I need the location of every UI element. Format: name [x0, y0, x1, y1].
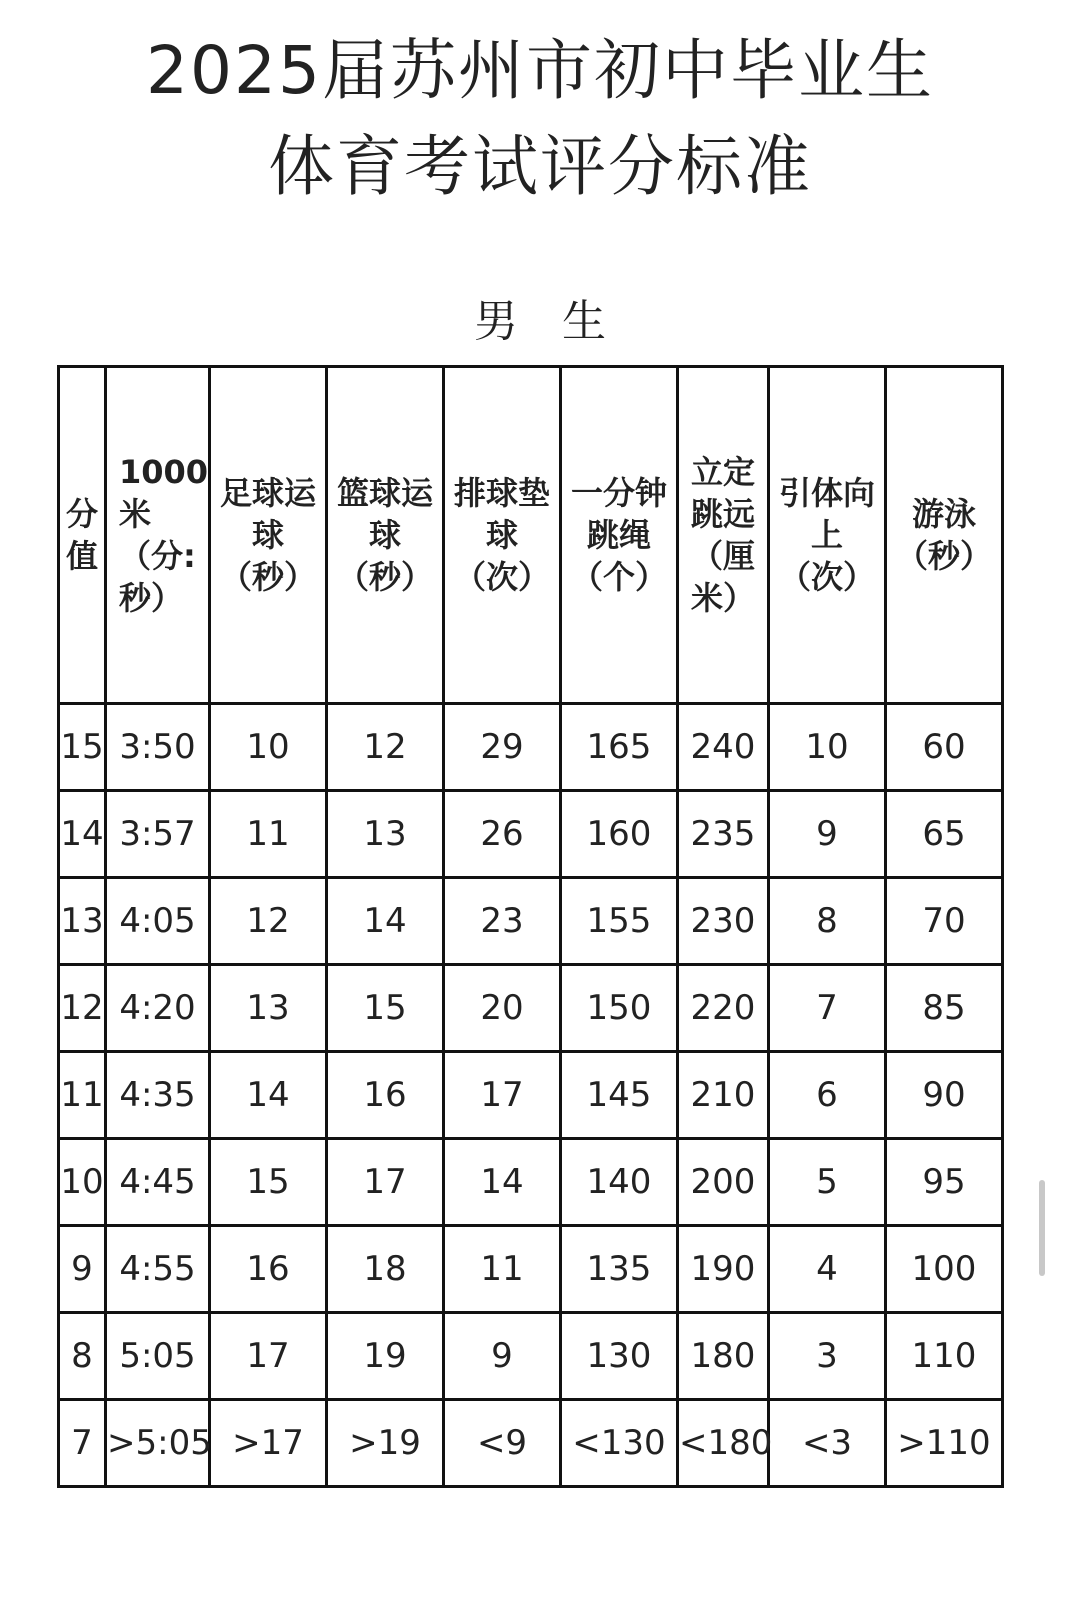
table-cell: 8 [59, 1313, 106, 1400]
header-football-dribble [210, 367, 327, 704]
document-title-line-2: 体育考试评分标准 [268, 128, 812, 205]
table-cell: 220 [678, 965, 769, 1052]
table-cell: 16 [327, 1052, 444, 1139]
table-cell: 155 [561, 878, 678, 965]
table-cell: 150 [561, 965, 678, 1052]
table-cell: 13 [210, 965, 327, 1052]
table-cell: 5 [769, 1139, 886, 1226]
table-cell: 180 [678, 1313, 769, 1400]
table-row [59, 878, 1003, 965]
table-cell: 130 [561, 1313, 678, 1400]
table-cell: 4:35 [106, 1052, 210, 1139]
table-row [59, 1313, 1003, 1400]
table-cell: 15 [210, 1139, 327, 1226]
table-cell: 60 [886, 704, 1003, 791]
table-cell: 240 [678, 704, 769, 791]
table-cell: 165 [561, 704, 678, 791]
table-cell: 210 [678, 1052, 769, 1139]
table-cell: >5:05 [106, 1400, 210, 1487]
table-row [59, 1400, 1003, 1487]
header-label: 立定 跳远 （厘 米） [691, 453, 756, 617]
table-cell: 4:05 [106, 878, 210, 965]
table-cell: 3 [769, 1313, 886, 1400]
header-label: 足球运 球 （秒） [219, 474, 316, 596]
table-cell: 190 [678, 1226, 769, 1313]
table-cell: 19 [327, 1313, 444, 1400]
table-cell: 14 [444, 1139, 561, 1226]
table-cell: 17 [327, 1139, 444, 1226]
table-cell: 135 [561, 1226, 678, 1313]
table-cell: 29 [444, 704, 561, 791]
table-row [59, 791, 1003, 878]
table-cell: >17 [210, 1400, 327, 1487]
table-cell: 7 [59, 1400, 106, 1487]
header-pull-up [769, 367, 886, 704]
table-cell: 10 [769, 704, 886, 791]
header-jump-rope [561, 367, 678, 704]
table-row [59, 704, 1003, 791]
table-cell: 9 [769, 791, 886, 878]
table-cell: 3:57 [106, 791, 210, 878]
table-cell: 4 [769, 1226, 886, 1313]
table-cell: 12 [59, 965, 106, 1052]
table-cell: 18 [327, 1226, 444, 1313]
table-cell: 16 [210, 1226, 327, 1313]
score-table [57, 365, 1004, 1488]
table-cell: 26 [444, 791, 561, 878]
table-cell: 4:20 [106, 965, 210, 1052]
document-title-line-1: 2025届苏州市初中毕业生 [146, 32, 934, 109]
header-label: 一分钟 跳绳 （个） [570, 474, 667, 596]
table-cell: 10 [59, 1139, 106, 1226]
table-cell: 140 [561, 1139, 678, 1226]
table-cell: 6 [769, 1052, 886, 1139]
header-volleyball-pass [444, 367, 561, 704]
table-cell: 20 [444, 965, 561, 1052]
header-basketball-dribble [327, 367, 444, 704]
scrollbar-thumb[interactable] [1039, 1180, 1045, 1276]
table-cell: 10 [210, 704, 327, 791]
table-cell: 15 [59, 704, 106, 791]
table-cell: 85 [886, 965, 1003, 1052]
table-cell: 4:55 [106, 1226, 210, 1313]
table-cell: 12 [327, 704, 444, 791]
table-header-row [59, 367, 1003, 704]
table-cell: 15 [327, 965, 444, 1052]
header-1000m [106, 367, 210, 704]
header-score [59, 367, 106, 704]
header-label: 游泳 （秒） [895, 495, 992, 575]
table-row [59, 1226, 1003, 1313]
table-cell: 14 [327, 878, 444, 965]
table-cell: 13 [59, 878, 106, 965]
header-swimming [886, 367, 1003, 704]
table-cell: 95 [886, 1139, 1003, 1226]
table-cell: 11 [444, 1226, 561, 1313]
table-cell: 70 [886, 878, 1003, 965]
table-cell: <3 [769, 1400, 886, 1487]
table-cell: <130 [561, 1400, 678, 1487]
header-label: 排球垫 球 （次） [453, 474, 550, 596]
table-cell: 13 [327, 791, 444, 878]
section-title: 男生 [474, 296, 650, 347]
table-cell: 14 [210, 1052, 327, 1139]
table-cell: 9 [444, 1313, 561, 1400]
table-cell: 9 [59, 1226, 106, 1313]
table-row [59, 1139, 1003, 1226]
table-cell: 110 [886, 1313, 1003, 1400]
table-cell: 4:45 [106, 1139, 210, 1226]
table-cell: 65 [886, 791, 1003, 878]
table-row [59, 1052, 1003, 1139]
table-cell: 3:50 [106, 704, 210, 791]
table-cell: 5:05 [106, 1313, 210, 1400]
table-cell: 160 [561, 791, 678, 878]
table-cell: 230 [678, 878, 769, 965]
table-cell: 17 [444, 1052, 561, 1139]
table-cell: <9 [444, 1400, 561, 1487]
table-cell: 7 [769, 965, 886, 1052]
table-cell: 235 [678, 791, 769, 878]
table-cell: 14 [59, 791, 106, 878]
header-long-jump [678, 367, 769, 704]
table-cell: 100 [886, 1226, 1003, 1313]
table-cell: 200 [678, 1139, 769, 1226]
header-label: 引体向 上 （次） [778, 474, 875, 596]
table-cell: 11 [59, 1052, 106, 1139]
table-cell: 145 [561, 1052, 678, 1139]
table-cell: 8 [769, 878, 886, 965]
table-row [59, 965, 1003, 1052]
header-label: 篮球运 球 （秒） [336, 474, 433, 596]
table-cell: >110 [886, 1400, 1003, 1487]
table-cell: 90 [886, 1052, 1003, 1139]
header-label: 1000 米 （分: 秒） [119, 453, 209, 617]
table-cell: 12 [210, 878, 327, 965]
table-cell: <180 [678, 1400, 769, 1487]
table-cell: 23 [444, 878, 561, 965]
table-cell: 17 [210, 1313, 327, 1400]
table-cell: >19 [327, 1400, 444, 1487]
header-label: 分 值 [65, 495, 98, 575]
table-cell: 11 [210, 791, 327, 878]
